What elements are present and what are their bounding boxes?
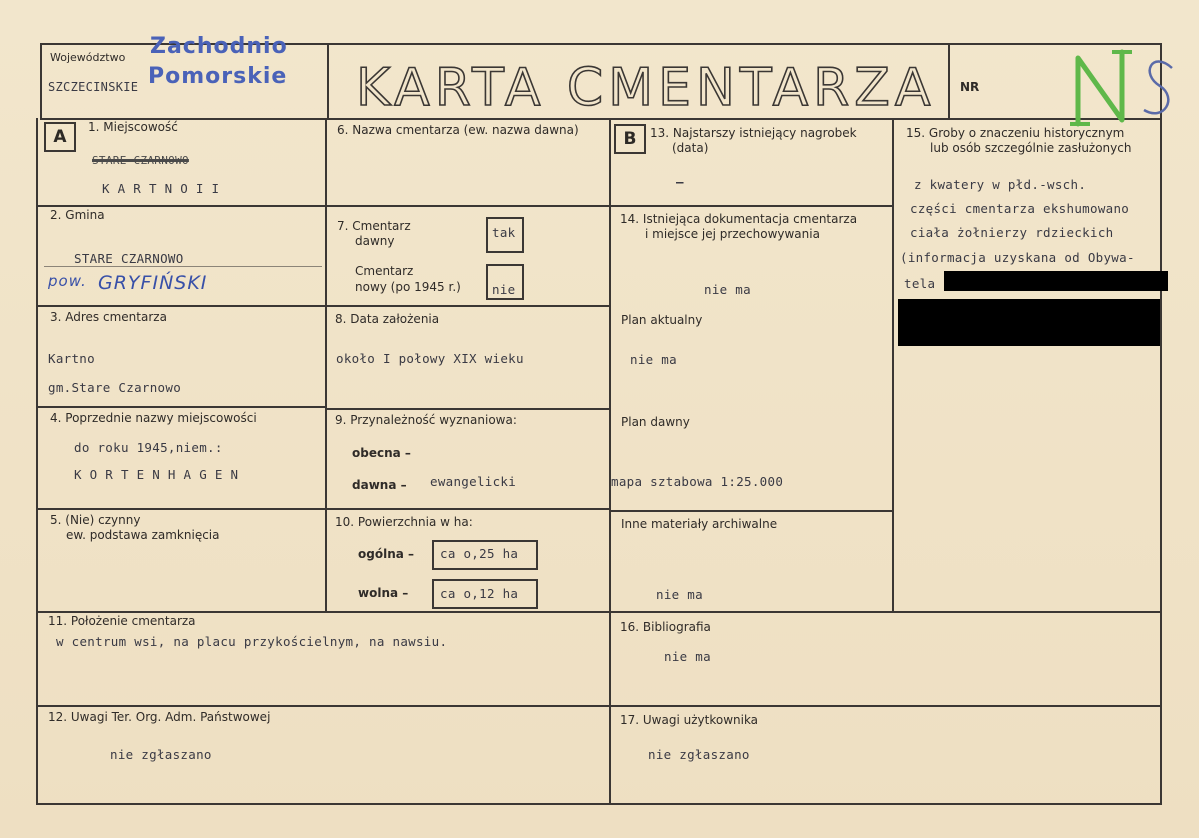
rule: [609, 118, 611, 805]
field-15-line-3: ciała żołnierzy rdzieckich: [910, 225, 1114, 240]
field-14-label-2: i miejsce jej przechowywania: [645, 227, 820, 241]
stamp-line-1: Zachodnio: [150, 34, 288, 59]
stamp-line-2: Pomorskie: [148, 64, 288, 89]
field-2-underline: [44, 266, 322, 267]
card-title: KARTA CMENTARZA: [356, 58, 936, 118]
rule: [325, 305, 610, 307]
plan-old-value: mapa sztabowa 1:25.000: [611, 474, 784, 489]
rule: [40, 118, 1160, 120]
rule: [36, 305, 326, 307]
field-1-value: K A R T N O I I: [102, 181, 220, 196]
rule: [36, 611, 1162, 613]
field-9-obecna-label: obecna –: [352, 446, 411, 460]
field-9-label: 9. Przynależność wyznaniowa:: [335, 413, 517, 427]
field-15-line-4: (informacja uzyskana od Obywa-: [900, 250, 1135, 265]
field-3-line-2: gm.Stare Czarnowo: [48, 380, 182, 395]
rule: [36, 508, 326, 510]
field-7-value-b: nie: [492, 282, 516, 297]
field-9-dawna-label: dawna –: [352, 478, 407, 492]
rule: [36, 803, 1162, 805]
field-7-label-a1: 7. Cmentarz: [337, 219, 411, 233]
rule: [1160, 43, 1162, 805]
rule: [325, 205, 610, 207]
archival-materials-label: Inne materiały archiwalne: [621, 517, 778, 531]
rule: [325, 118, 327, 612]
rule: [609, 510, 893, 512]
rule: [36, 205, 326, 207]
redaction-bar: [944, 271, 1168, 291]
rule: [325, 408, 610, 410]
plan-old-label: Plan dawny: [621, 415, 690, 429]
field-7-value-a: tak: [492, 225, 516, 240]
redaction-bar: [898, 299, 1160, 346]
field-8-label: 8. Data założenia: [335, 312, 440, 326]
field-2-hand-prefix: pow.: [48, 272, 87, 290]
rule: [948, 43, 950, 119]
field-15-label-2: lub osób szczególnie zasłużonych: [930, 141, 1132, 155]
rule: [36, 705, 1162, 707]
archival-materials-value: nie ma: [656, 587, 703, 602]
field-2-hand-value: GRYFIŃSKI: [98, 272, 208, 294]
field-11-label: 11. Położenie cmentarza: [48, 614, 196, 628]
section-b-marker: B: [614, 124, 646, 154]
field-16-value: nie ma: [664, 649, 711, 664]
field-14-label-1: 14. Istniejąca dokumentacja cmentarza: [620, 212, 858, 226]
field-2-value: STARE CZARNOWO: [74, 251, 184, 266]
plan-current-value: nie ma: [630, 352, 677, 367]
rule: [327, 43, 329, 119]
field-13-label-2: (data): [672, 141, 709, 155]
field-10-ogolna-label: ogólna –: [358, 547, 415, 561]
field-8-value: około I połowy XIX wieku: [336, 351, 524, 366]
rule: [36, 406, 326, 408]
field-10-wolna-value: ca o,12 ha: [440, 586, 519, 601]
field-1-label: 1. Miejscowość: [88, 120, 178, 134]
voivodeship-value: SZCZECINSKIE: [48, 80, 139, 94]
field-15-line-5: tela: [904, 276, 936, 291]
section-a-marker: A: [44, 122, 76, 152]
field-3-line-1: Kartno: [48, 351, 95, 366]
field-13-label-1: 13. Najstarszy istniejący nagrobek: [650, 126, 857, 140]
field-11-value: w centrum wsi, na placu przykościelnym, na nawsiu.: [56, 634, 448, 649]
field-13-value: —: [676, 174, 684, 189]
field-7-label-b1: Cmentarz: [355, 264, 414, 278]
field-10-label: 10. Powierzchnia w ha:: [335, 515, 473, 529]
field-9-dawna-value: ewangelicki: [430, 474, 517, 489]
field-10-wolna-label: wolna –: [358, 586, 409, 600]
rule: [892, 118, 894, 612]
plan-current-label: Plan aktualny: [621, 313, 703, 327]
field-15-line-1: z kwatery w płd.-wsch.: [914, 177, 1087, 192]
field-12-label: 12. Uwagi Ter. Org. Adm. Państwowej: [48, 710, 271, 724]
field-6-label: 6. Nazwa cmentarza (ew. nazwa dawna): [337, 123, 579, 137]
field-7-label-a2: dawny: [355, 234, 395, 248]
field-4-line-2: K O R T E N H A G E N: [74, 467, 239, 482]
field-15-label-1: 15. Groby o znaczeniu historycznym: [906, 126, 1125, 140]
field-1-struck-value: STARE CZARNOWO: [92, 154, 189, 167]
field-4-label: 4. Poprzednie nazwy miejscowości: [50, 411, 257, 425]
field-10-ogolna-value: ca o,25 ha: [440, 546, 519, 561]
rule: [40, 43, 42, 119]
field-2-label: 2. Gmina: [50, 208, 105, 222]
field-4-line-1: do roku 1945,niem.:: [74, 440, 223, 455]
field-14-value: nie ma: [704, 282, 751, 297]
voivodeship-label: Województwo: [50, 51, 126, 64]
field-5-sublabel: ew. podstawa zamknięcia: [66, 528, 220, 542]
nr-label: NR: [960, 80, 980, 94]
field-17-label: 17. Uwagi użytkownika: [620, 713, 759, 727]
field-5-label: 5. (Nie) czynny: [50, 513, 141, 527]
field-16-label: 16. Bibliografia: [620, 620, 711, 634]
rule: [36, 118, 38, 805]
rule: [609, 205, 893, 207]
green-n-mark-icon: [1060, 40, 1190, 130]
field-3-label: 3. Adres cmentarza: [50, 310, 167, 324]
rule: [325, 508, 610, 510]
field-12-value: nie zgłaszano: [110, 747, 212, 762]
field-17-value: nie zgłaszano: [648, 747, 750, 762]
field-15-line-2: części cmentarza ekshumowano: [910, 201, 1130, 216]
field-7-label-b2: nowy (po 1945 r.): [355, 280, 461, 294]
